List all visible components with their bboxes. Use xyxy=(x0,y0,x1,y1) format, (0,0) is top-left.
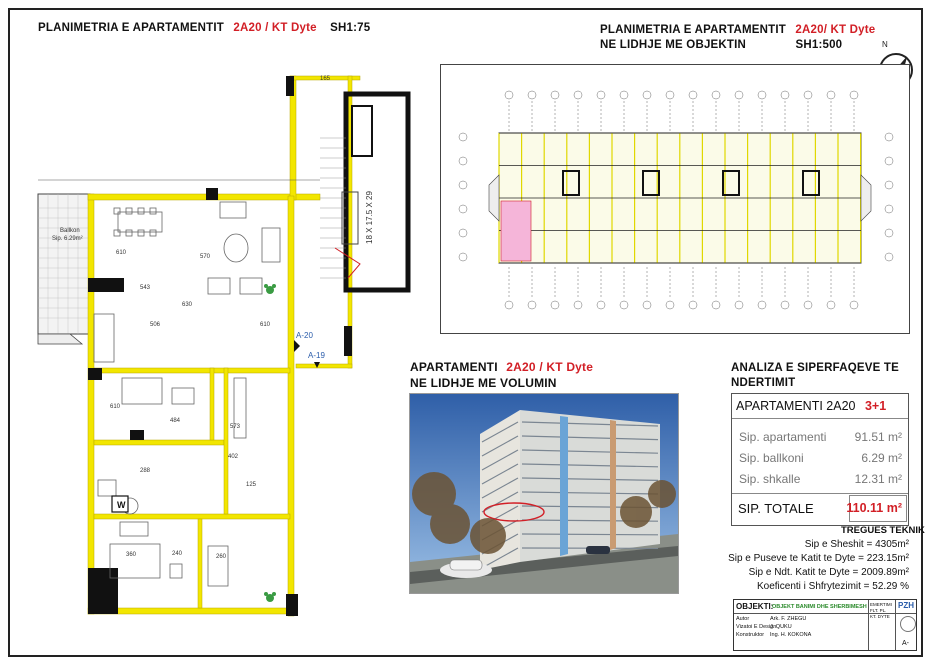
tb-role: Konstruktor xyxy=(736,632,765,638)
total-label: SIP. TOTALE xyxy=(738,501,814,516)
area-row-apartment xyxy=(739,430,902,444)
svg-text:573: 573 xyxy=(230,424,241,430)
svg-text:360: 360 xyxy=(126,552,137,558)
svg-text:610: 610 xyxy=(110,404,121,410)
objekti-value: OBJEKT BANIMI DHE SHERBIMESH xyxy=(772,604,867,610)
site-plan-title-prefix: PLANIMETRIA E APARTAMENTIT xyxy=(600,24,786,36)
plan-title-unit: 2A20 / KT Dyte xyxy=(233,22,317,34)
area-analysis-table xyxy=(731,393,909,526)
svg-text:610: 610 xyxy=(116,250,127,256)
tb-sheet-title: EMERTIMI FLT. PL. KT. DYTE xyxy=(870,602,892,619)
svg-text:543: 543 xyxy=(140,285,151,291)
pzh-logo: PZH xyxy=(898,601,914,610)
tregues-title: TREGUES TEKNIK xyxy=(841,525,925,536)
svg-text:610: 610 xyxy=(260,322,271,328)
objekti-label: OBJEKTI: xyxy=(736,602,774,611)
area-row-value: 6.29 m² xyxy=(861,451,902,465)
apartment-floor-plan xyxy=(30,68,430,628)
apartment-row xyxy=(736,399,886,413)
volume-title-prefix: APARTAMENTI xyxy=(410,360,498,374)
site-plan-box xyxy=(440,64,910,334)
svg-text:240: 240 xyxy=(172,551,183,557)
title-block xyxy=(733,599,917,651)
svg-text:Ballkon: Ballkon xyxy=(60,228,80,234)
analysis-title-1: ANALIZA E SIPERFAQEVE TE xyxy=(731,362,899,374)
plan-title-scale: SH1:75 xyxy=(330,22,371,34)
svg-text:402: 402 xyxy=(228,454,239,460)
svg-text:125: 125 xyxy=(246,482,257,488)
apartment-label: APARTAMENTI 2A20 xyxy=(736,399,856,413)
balcony-area xyxy=(38,194,90,334)
volume-title xyxy=(410,360,593,374)
tregues-line: Sip e Sheshit = 4305m² xyxy=(804,539,909,550)
area-row-stairs xyxy=(739,472,902,486)
area-row-value: 91.51 m² xyxy=(854,430,902,444)
building-render-image xyxy=(409,393,679,594)
svg-text:Sip. 6.29m²: Sip. 6.29m² xyxy=(52,236,83,242)
svg-text:630: 630 xyxy=(182,302,193,308)
apartment-type: 3+1 xyxy=(864,399,887,413)
svg-text:260: 260 xyxy=(216,554,227,560)
area-row-label: Sip. ballkoni xyxy=(739,451,804,465)
tb-name: Ing. H. KOKONA xyxy=(770,632,812,638)
volume-subtitle: NE LIDHJE ME VOLUMIN xyxy=(410,376,557,390)
tb-sheet-no: A- xyxy=(902,640,909,647)
svg-text:484: 484 xyxy=(170,418,181,424)
site-plan-title-unit: 2A20/ KT Dyte xyxy=(795,24,876,36)
site-plan-scale: SH1:500 xyxy=(795,39,843,51)
svg-text:570: 570 xyxy=(200,254,211,260)
site-plan-subtitle xyxy=(600,39,842,51)
tb-name: J. QUKU xyxy=(770,624,792,630)
plan-title-prefix: PLANIMETRIA E APARTAMENTIT xyxy=(38,22,224,34)
area-row-label: Sip. shkalle xyxy=(739,472,801,486)
compass-icon xyxy=(900,616,916,632)
area-row-value: 12.31 m² xyxy=(854,472,902,486)
site-plan-drawing xyxy=(441,65,909,333)
volume-title-unit: 2A20 / KT Dyte xyxy=(506,360,594,374)
svg-text:506: 506 xyxy=(150,322,161,328)
total-value: 110.11 m² xyxy=(846,501,902,515)
svg-text:N: N xyxy=(882,40,888,49)
site-plan-subtitle-text: NE LIDHJE ME OBJEKTIN xyxy=(600,39,747,51)
tregues-line: Sip e Puseve te Katit te Dyte = 223.15m² xyxy=(728,553,909,564)
svg-text:288: 288 xyxy=(140,468,151,474)
tregues-line: Koeficenti i Shfrytezimit = 52.29 % xyxy=(756,581,909,592)
area-row-label: Sip. apartamenti xyxy=(739,430,827,444)
marker-a19: A-19 xyxy=(308,351,325,360)
tb-role: Autor xyxy=(736,616,750,622)
stair-dimension-label: 18 X 17.5 X 29 xyxy=(365,191,374,244)
site-plan-title xyxy=(600,24,875,36)
analysis-title-2: NDERTIMIT xyxy=(731,377,796,389)
tb-role: Vizatoi E Design xyxy=(736,624,777,630)
svg-text:165: 165 xyxy=(320,76,331,82)
marker-a20: A-20 xyxy=(296,331,313,340)
tb-name: Ark. F. ZHEGU xyxy=(770,616,807,622)
plan-title xyxy=(38,22,370,34)
apartment-highlight xyxy=(501,201,531,261)
area-row-balcony xyxy=(739,451,902,465)
wc-symbol: W xyxy=(117,500,126,510)
tregues-line: Sip e Ndt. Katit te Dyte = 2009.89m² xyxy=(748,567,909,578)
